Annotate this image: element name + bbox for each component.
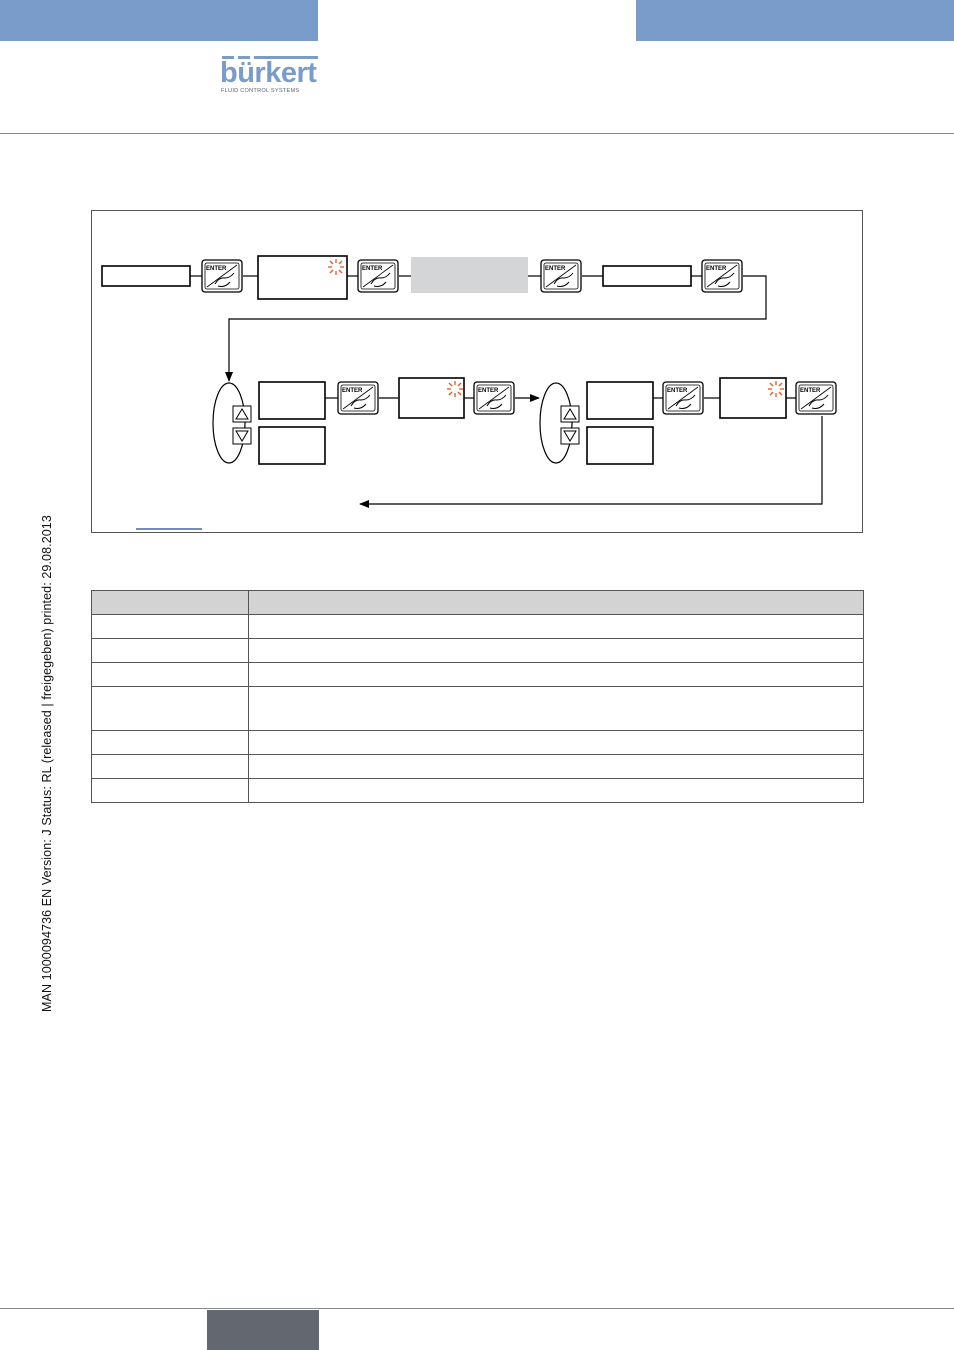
table-row <box>92 779 864 803</box>
parameter-table <box>91 590 864 803</box>
arrow-keypad <box>213 383 251 463</box>
enter-hand-icon <box>338 382 378 414</box>
enter-key-label: ENTER <box>545 266 566 272</box>
table-cell <box>92 639 249 663</box>
table-header-cell <box>92 591 249 615</box>
enter-key-label: ENTER <box>706 266 727 272</box>
enter-key-label: ENTER <box>800 388 821 394</box>
enter-hand-icon <box>702 260 742 292</box>
header-band-right <box>636 0 954 41</box>
arrow-down-icon <box>561 428 579 444</box>
table-row <box>92 687 864 731</box>
enter-hand-icon <box>474 382 514 414</box>
header-rule <box>0 133 954 134</box>
table-cell <box>92 731 249 755</box>
table-cell <box>249 731 864 755</box>
diagram-nodes <box>102 256 836 464</box>
footer-page-block <box>207 1310 319 1350</box>
enter-key-label: ENTER <box>667 388 688 394</box>
arrow-down-icon <box>233 428 251 444</box>
table-header-row <box>92 591 864 615</box>
document-status-text: MAN 1000094736 EN Version: J Status: RL (released | freigegeben) printed: 29.08.2013 <box>40 515 54 1012</box>
enter-hand-icon <box>796 382 836 414</box>
enter-key-label: ENTER <box>478 388 499 394</box>
table-cell <box>92 687 249 731</box>
enter-hand-icon <box>358 260 398 292</box>
highlight-box <box>411 257 528 293</box>
display-box <box>259 382 325 419</box>
table-cell <box>249 639 864 663</box>
enter-hand-icon <box>202 260 242 292</box>
table-cell <box>92 779 249 803</box>
header-band-left <box>0 0 318 41</box>
table-row <box>92 755 864 779</box>
enter-key-label: ENTER <box>342 388 363 394</box>
table-cell <box>249 755 864 779</box>
table-cell <box>249 615 864 639</box>
footer-rule <box>0 1308 954 1309</box>
operating-sequence-diagram <box>91 210 863 533</box>
table-row <box>92 639 864 663</box>
table-cell <box>249 663 864 687</box>
display-box <box>399 378 464 418</box>
enter-hand-icon <box>541 260 581 292</box>
display-box <box>102 266 190 286</box>
enter-key-label: ENTER <box>362 266 383 272</box>
display-box <box>587 382 653 419</box>
arrow-up-icon <box>233 406 251 422</box>
keypad-outline <box>540 383 572 463</box>
flow-diagram-svg <box>92 211 864 534</box>
arrow-keypad <box>540 383 579 463</box>
logo-wordmark: bürkert <box>220 57 317 89</box>
keypad-outline <box>213 383 245 463</box>
logo-tagline: FLUID CONTROL SYSTEMS <box>221 88 300 94</box>
display-box <box>603 266 691 286</box>
display-box <box>259 427 325 464</box>
display-box <box>258 256 347 299</box>
table-cell <box>249 779 864 803</box>
arrow-up-icon <box>561 406 579 422</box>
table-cell <box>92 663 249 687</box>
table-row <box>92 615 864 639</box>
table-cell <box>249 687 864 731</box>
table-row <box>92 731 864 755</box>
table-cell <box>92 615 249 639</box>
display-box <box>587 427 653 464</box>
enter-hand-icon <box>663 382 703 414</box>
table-row <box>92 663 864 687</box>
enter-key-label: ENTER <box>206 266 227 272</box>
table-cell <box>92 755 249 779</box>
burkert-logo <box>220 56 320 98</box>
table-header-cell <box>249 591 864 615</box>
